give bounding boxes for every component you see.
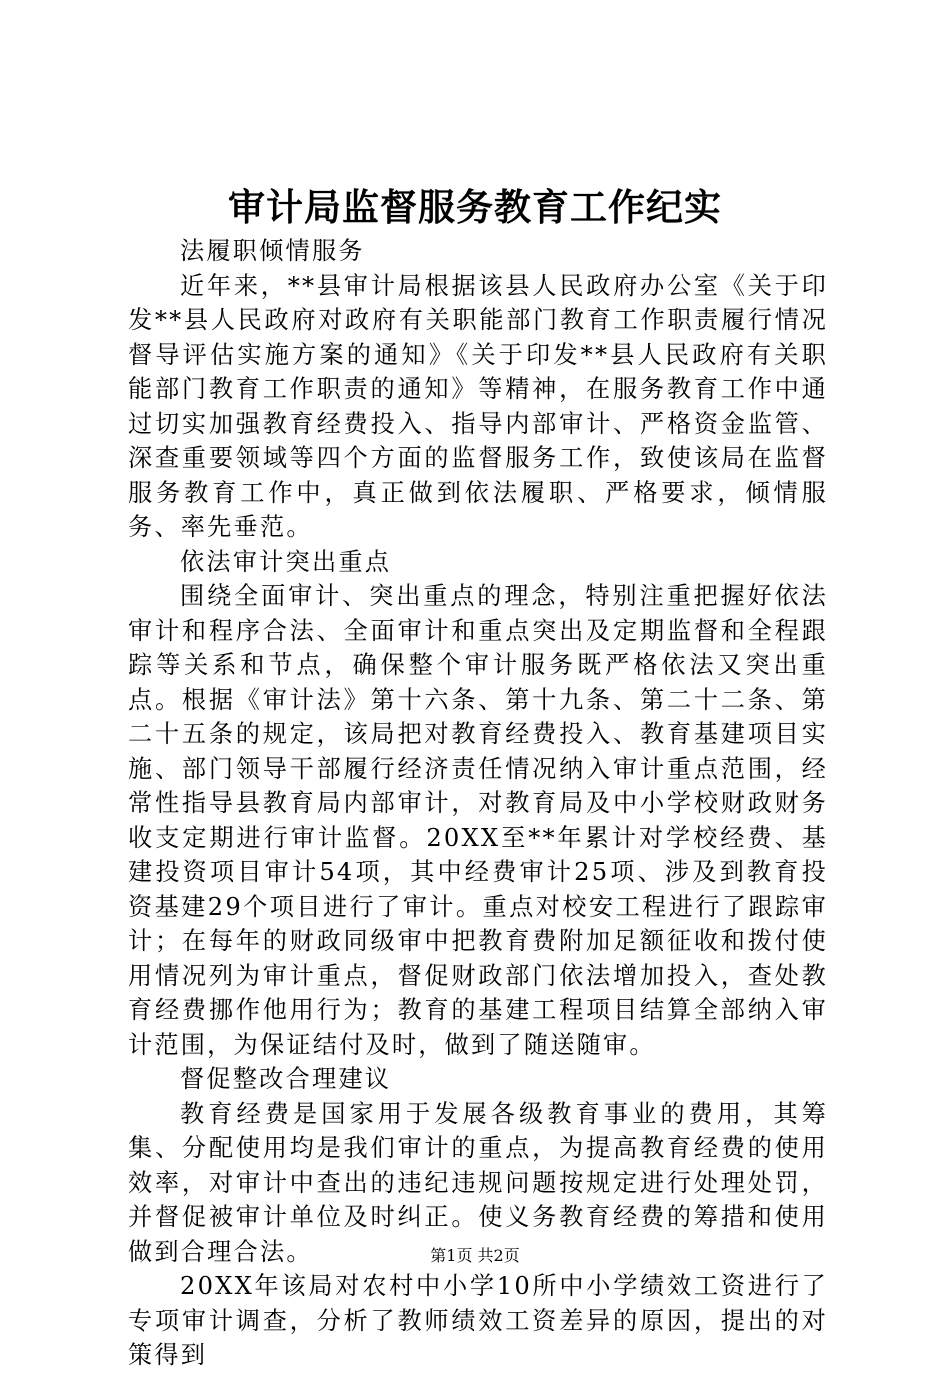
body-paragraph: 近年来，**县审计局根据该县人民政府办公室《关于印发**县人民政府对政府有关职能部门教育工作职责履行情况督导评估实施方案的通知》《关于印发**县人民政府有关职能部门教育工作职责的通知》等精神，在服务教育工作中通过切实加强教育经费投入、指导内部审计、严格资金监管、深查重要领域等四个方面的监督服务工作，致使该局在监督服务教育工作中，真正做到依法履职、严格要求，倾情服务、率先垂范。 [128, 271, 828, 541]
section-heading: 依法审计突出重点 [180, 547, 392, 576]
body-paragraph: 20XX年该局对农村中小学10所中小学绩效工资进行了专项审计调查，分析了教师绩效工资差异的原因，提出的对策得到 [128, 1272, 828, 1369]
page-number-footer: 第1页 共2页 [430, 1246, 520, 1265]
section-heading: 督促整改合理建议 [180, 1065, 392, 1093]
body-paragraph: 教育经费是国家用于发展各级教育事业的费用，其筹集、分配使用均是我们审计的重点，为提高教育经费的使用效率，对审计中查出的违纪违规问题按规定进行处理处罚，并督促被审计单位及时纠正。使义务教育经费的筹措和使用做到合理合法。 [128, 1099, 828, 1266]
body-paragraph: 围绕全面审计、突出重点的理念，特别注重把握好依法审计和程序合法、全面审计和重点突出及定期监督和全程跟踪等关系和节点，确保整个审计服务既严格依法又突出重点。根据《审计法》第十六条、第十九条、第二十二条、第二十五条的规定，该局把对教育经费投入、教育基建项目实施、部门领导干部履行经济责任情况纳入审计重点范围，经常性指导县教育局内部审计，对教育局及中小学校财政财务收支定期进行审计监督。20XX至**年累计对学校经费、基建投资项目审计54项，其中经费审计25项、涉及到教育投资基建29个项目进行了审计。重点对校安工程进行了跟踪审计；在每年的财政同级审中把教育费附加足额征收和拨付使用情况列为审计重点，督促财政部门依法增加投入，查处教育经费挪作他用行为；教育的基建工程项目结算全部纳入审计范围，为保证结付及时，做到了随送随审。 [128, 582, 828, 1059]
document-title: 审计局监督服务教育工作纪实 [228, 186, 722, 229]
document-body [128, 234, 828, 1373]
section-heading: 法履职倾情服务 [180, 237, 365, 265]
